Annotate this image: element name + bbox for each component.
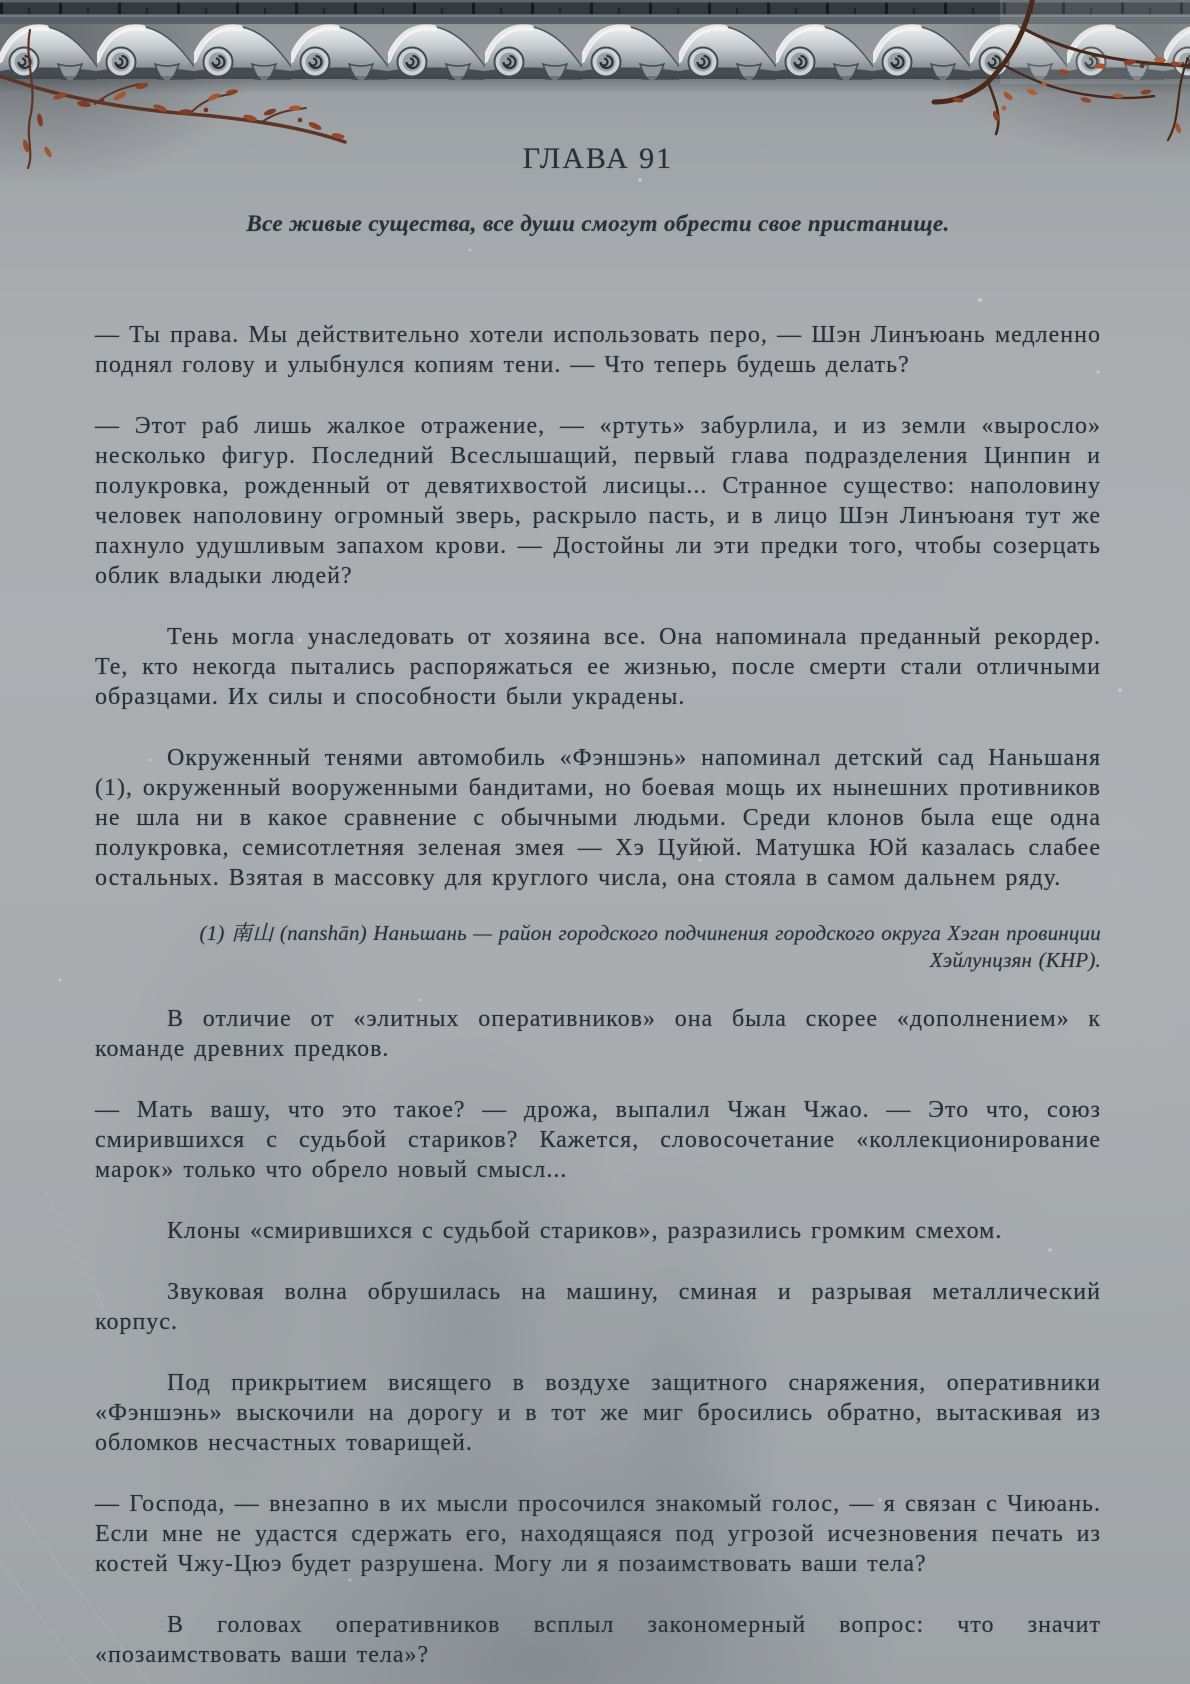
footnote: (1) 南山 (nanshān) Наньшань — район городского подчинения городского округа Хэган провинции Хэйлунцзян (КНР). [199,921,1101,972]
paragraph: Под прикрытием висящего в воздухе защитного снаряжения, оперативники «Фэншэнь» выскочили на дорогу и в тот же миг бросились обратно, вытаскивая из обломков несчастных товарищей. [95,1370,1101,1456]
paragraph: — Господа, — внезапно в их мысли просочился знакомый голос, — я связан с Чиюань. Если мне не удастся сдержать его, находящаяся под угрозой исчезновения печать из костей Чжу-Цюэ будет разрушена. Могу ли я позаимствовать ваши тела? [95,1491,1101,1577]
paragraph: — Этот раб лишь жалкое отражение, — «ртуть» забурлила, и из земли «выросло» несколько фигур. Последний Всеслышащий, первый глава подразделения Цинпин и полукровка, рожденный от девятихвостой лисицы... Странное существо: наполовину человек наполовину огромный зверь, раскрыло пасть, и в лицо Шэн Линъюаня тут же пахнуло удушливым запахом крови. — Достойны ли эти предки того, чтобы созерцать облик владыки людей? [95,413,1101,589]
paragraph: Тень могла унаследовать от хозяина все. Она напоминала преданный рекордер. Те, кто некогда пытались распоряжаться ее жизнью, после смерти стали отличными образцами. Их силы и способности были украдены. [95,624,1101,710]
chapter-epigraph: Все живые существа, все души смогут обрести свое пристанище. [246,211,950,236]
paragraph: Звуковая волна обрушилась на машину, сминая и разрывая металлический корпус. [95,1279,1101,1335]
paragraph: Окруженный тенями автомобиль «Фэншэнь» напоминал детский сад Наньшаня (1), окруженный вооруженными бандитами, но боевая мощь их нынешних противников не шла ни в какое сравнение с обычными людьми. Среди клонов была еще одна полукровка, семисотлетняя зеленая змея — Хэ Цуйюй. Матушка Юй казалась слабее остальных. Взятая в массовку для круглого числа, она стояла в самом дальнем ряду. [95,745,1101,891]
paragraph: В отличие от «элитных оперативников» она была скорее «дополнением» к команде древних предков. [95,1006,1101,1062]
paragraph: — Ты права. Мы действительно хотели использовать перо, — Шэн Линъюань медленно поднял голову и улыбнулся копиям тени. — Что теперь будешь делать? [95,322,1101,378]
paragraph: — Мать вашу, что это такое? — дрожа, выпалил Чжан Чжао. — Это что, союз смирившихся с судьбой стариков? Кажется, словосочетание «коллекционирование марок» только что обрело новый смысл... [95,1097,1101,1183]
chapter-title: ГЛАВА 91 [522,142,674,175]
paragraph: В головах оперативников всплыл закономерный вопрос: что значит «позаимствовать ваши тела»? [95,1612,1101,1668]
paragraph: Клоны «смирившихся с судьбой стариков», разразились громким смехом. [167,1218,1003,1244]
